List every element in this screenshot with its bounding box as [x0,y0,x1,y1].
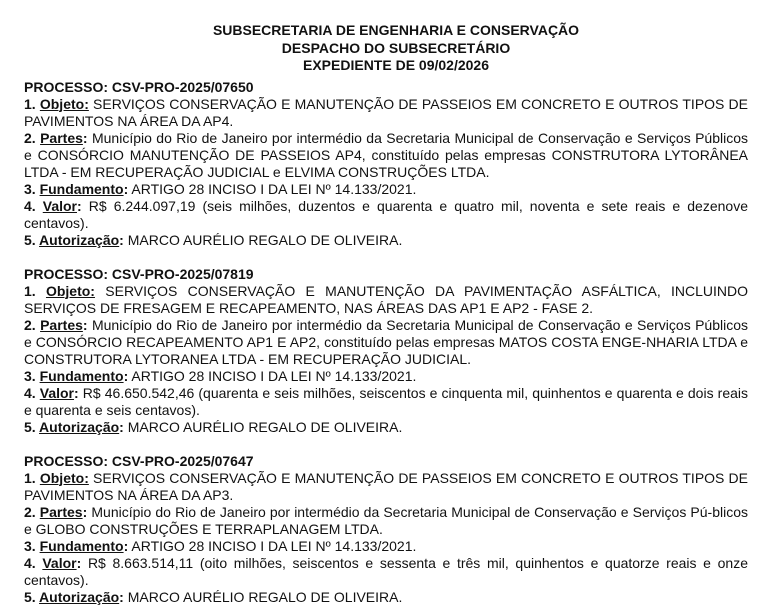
item-autorizacao: 5. Autorização: MARCO AURÉLIO REGALO DE OLIVEIRA. [24,418,403,435]
header-department: SUBSECRETARIA DE ENGENHARIA E CONSERVAÇÃO [212,22,580,38]
header-date: EXPEDIENTE DE 09/02/2026 [303,57,489,73]
process-section-2 [24,266,748,436]
header-dispatch: DESPACHO DO SUBSECRETÁRIO [281,39,511,56]
item-autorizacao: 5. Autorização: MARCO AURÉLIO REGALO DE OLIVEIRA. [24,588,403,605]
document-header [24,22,748,75]
item-objeto: 1. Objeto: SERVIÇOS CONSERVAÇÃO E MANUTENÇÃO DE PASSEIOS EM CONCRETO E OUTROS TIPOS DE PAVIMENTOS NA ÁREA DA AP3. [24,469,749,503]
item-objeto: 1. Objeto: SERVIÇOS CONSERVAÇÃO E MANUTENÇÃO DE PASSEIOS EM CONCRETO E OUTROS TIPOS DE PAVIMENTOS NA ÁREA DA AP4. [24,95,749,129]
process-title: PROCESSO: CSV-PRO-2025/07650 [24,78,254,95]
item-partes: 2. Partes: Município do Rio de Janeiro por intermédio da Secretaria Municipal de Conservação e Serviços Públicos e CONSÓRCIO RECAPEAMENTO AP1 E AP2, constituído pelas empresas MATOS COSTA ENGE-NHARIA LTDA e CONSTRUTORA LYTORANEA LTDA - EM RECUPERAÇÃO JUDICIAL. [24,316,748,367]
item-fundamento: 3. Fundamento: ARTIGO 28 INCISO I DA LEI Nº 14.133/2021. [24,537,417,554]
process-title: PROCESSO: CSV-PRO-2025/07647 [24,452,254,469]
item-fundamento: 3. Fundamento: ARTIGO 28 INCISO I DA LEI Nº 14.133/2021. [24,367,417,384]
item-valor: 4. Valor: R$ 46.650.542,46 (quarenta e seis milhões, seiscentos e cinquenta mil, quinhentos e quarenta e dois reais e quarenta e seis centavos). [24,384,748,418]
process-section-1 [24,79,748,249]
process-section-3 [24,453,748,606]
item-objeto: 1. Objeto: SERVIÇOS CONSERVAÇÃO E MANUTENÇÃO DA PAVIMENTAÇÃO ASFÁLTICA, INCLUINDO SERVIÇOS DE FRESAGEM E RECAPEAMENTO, NAS ÁREAS DAS AP1 E AP2 - FASE 2. [24,282,749,316]
process-title: PROCESSO: CSV-PRO-2025/07819 [24,265,254,282]
item-valor: 4. Valor: R$ 8.663.514,11 (oito milhões, seiscentos e sessenta e três mil, quinhentos e quatorze reais e onze centavos). [24,554,748,588]
item-fundamento: 3. Fundamento: ARTIGO 28 INCISO I DA LEI Nº 14.133/2021. [24,180,417,197]
item-partes: 2. Partes: Município do Rio de Janeiro por intermédio da Secretaria Municipal de Conservação e Serviços Pú-blicos e GLOBO CONSTRUÇÕES E TERRAPLANAGEM LTDA. [24,503,748,537]
item-partes: 2. Partes: Município do Rio de Janeiro por intermédio da Secretaria Municipal de Conservação e Serviços Públicos e CONSÓRCIO MANUTENÇÃO DE PASSEIOS AP4, constituído pelas empresas CONSTRUTORA LYTORÂNEA LTDA - EM RECUPERAÇÃO JUDICIAL e ELVIMA CONSTRUÇÕES LTDA. [24,129,748,180]
item-autorizacao: 5. Autorização: MARCO AURÉLIO REGALO DE OLIVEIRA. [24,231,403,248]
item-valor: 4. Valor: R$ 6.244.097,19 (seis milhões, duzentos e quarenta e quatro mil, noventa e sete reais e dezenove centavos). [24,197,748,231]
